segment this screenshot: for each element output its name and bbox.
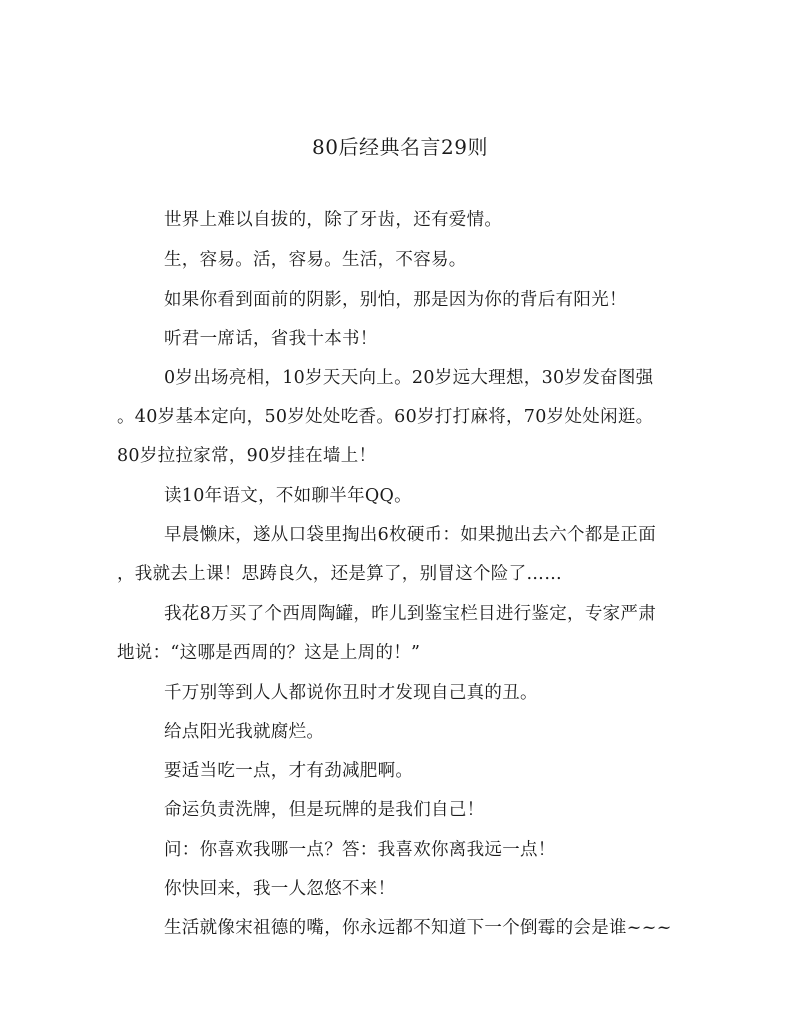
quote-line: 要适当吃一点，才有劲减肥啊。 <box>164 761 414 781</box>
quote-line: ，我就去上课！思踌良久，还是算了，别冒这个险了…… <box>117 564 562 584</box>
quote-line: 千万别等到人人都说你丑时才发现自己真的丑。 <box>164 683 538 703</box>
quote-line: 生，容易。活，容易。生活，不容易。 <box>164 250 467 270</box>
quote-line: 问：你喜欢我哪一点？答：我喜欢你离我远一点！ <box>164 840 556 860</box>
quote-line: 读10年语文，不如聊半年QQ。 <box>164 486 412 506</box>
quote-line: 给点阳光我就腐烂。 <box>164 722 325 742</box>
quote-line: 生活就像宋祖德的嘴，你永远都不知道下一个倒霉的会是谁~~~ <box>164 918 672 938</box>
quote-line: 命运负责洗牌，但是玩牌的是我们自己！ <box>164 800 485 820</box>
quote-line: 如果你看到面前的阴影，别怕，那是因为你的背后有阳光！ <box>164 290 627 310</box>
quote-line: 你快回来，我一人忽悠不来！ <box>164 879 396 899</box>
quote-line: 听君一席话，省我十本书！ <box>164 329 378 349</box>
quote-line: 我花8万买了个西周陶罐，昨儿到鉴宝栏目进行鉴定，专家严肃 <box>164 604 657 624</box>
quote-line: 80岁拉拉家常，90岁挂在墙上！ <box>117 446 377 466</box>
quote-line: 早晨懒床，遂从口袋里掏出6枚硬币：如果抛出去六个都是正面 <box>164 525 657 545</box>
quote-line: 地说：“这哪是西周的？这是上周的！” <box>117 643 421 663</box>
document-title: 80后经典名言29则 <box>312 135 488 159</box>
quote-line: 世界上难以自拔的，除了牙齿，还有爱情。 <box>164 210 503 230</box>
quote-line: 。40岁基本定向，50岁处处吃香。60岁打打麻将，70岁处处闲逛。 <box>117 407 654 427</box>
quote-line: 0岁出场亮相，10岁天天向上。20岁远大理想，30岁发奋图强 <box>164 368 654 388</box>
